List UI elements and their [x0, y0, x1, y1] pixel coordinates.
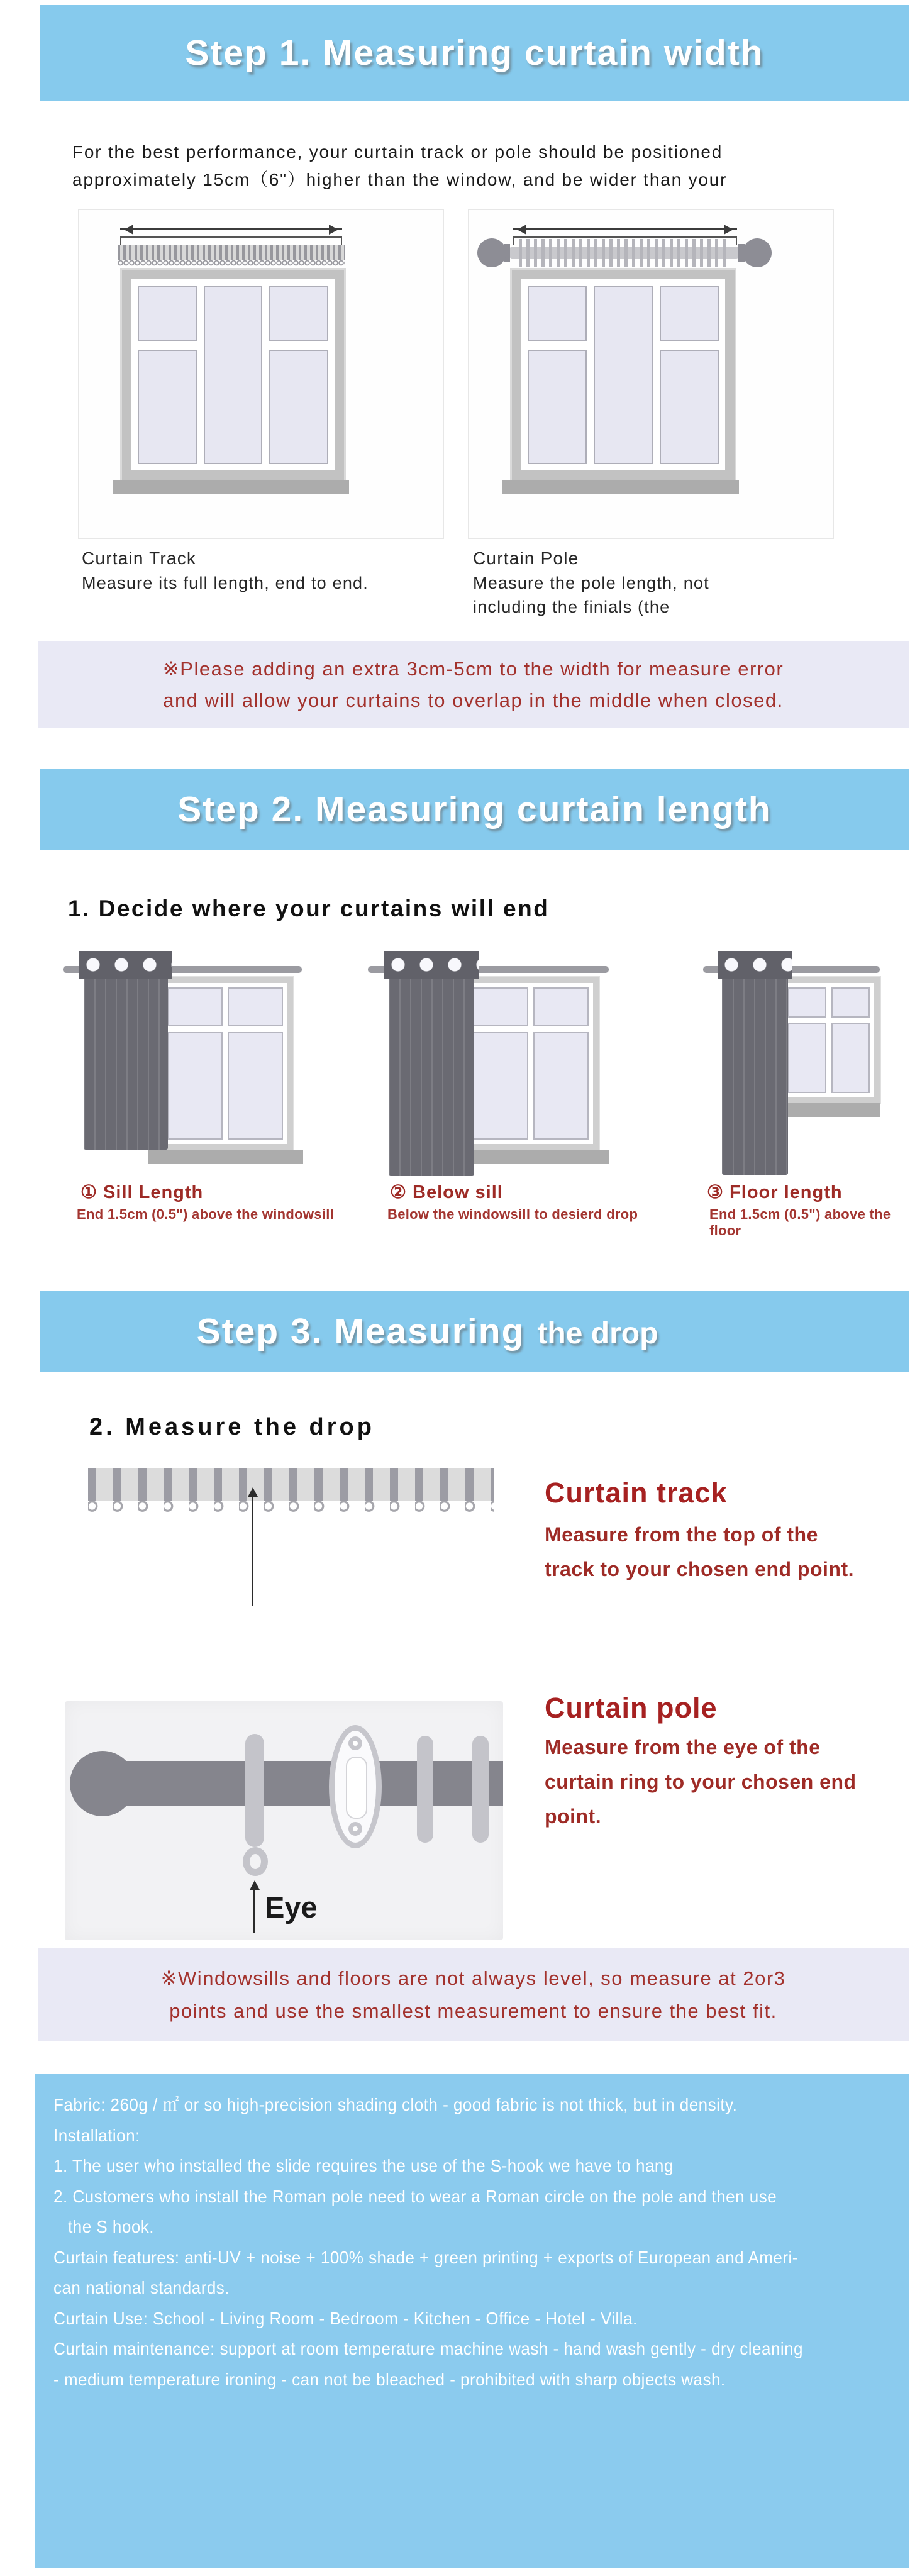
option-desc: End 1.5cm (0.5") above the floor — [709, 1206, 891, 1238]
bracket-screw — [348, 1736, 362, 1750]
window-pane — [473, 1032, 528, 1140]
curtain-pole-photo — [65, 1701, 503, 1940]
pole-rings — [519, 239, 730, 267]
curtain-track-strip — [118, 245, 345, 260]
window-column — [533, 987, 589, 1140]
bracket-screw — [348, 1822, 362, 1836]
track-glider-hooks — [88, 1501, 494, 1515]
curtain-eyelets — [79, 951, 172, 979]
window-column — [167, 987, 223, 1140]
step3-heading: 2. Measure the drop — [89, 1414, 375, 1440]
window-illustration — [122, 270, 344, 480]
option-label: ② Below sill — [390, 1182, 503, 1202]
curtain-eyelets — [384, 951, 479, 979]
window-pane — [594, 286, 653, 464]
window-column — [787, 987, 826, 1093]
bracket-slot — [346, 1757, 367, 1819]
window-illustration — [512, 270, 735, 480]
window-pane — [167, 1032, 223, 1140]
pole-measure-line: point. — [545, 1805, 602, 1828]
window-pane — [660, 350, 719, 464]
window-illustration — [157, 977, 293, 1150]
note-line: ※Please adding an extra 3cm-5cm to the width for measure error — [162, 658, 784, 680]
eye-ring — [245, 1734, 264, 1847]
product-info-panel — [35, 2074, 909, 2568]
step3-title-main: Step 3. Measuring — [196, 1311, 525, 1352]
curtain-panel — [722, 951, 788, 1175]
window-pane — [138, 350, 197, 464]
window-pane — [660, 286, 719, 341]
width-double-arrow-icon — [120, 228, 342, 230]
window-column — [269, 286, 328, 464]
window-column — [594, 286, 653, 464]
note-line: ※Windowsills and floors are not always level, so measure at 2or3 — [160, 1967, 786, 1989]
width-double-arrow-icon — [513, 228, 737, 230]
step3-title-sub: the drop — [537, 1317, 658, 1350]
option-label: ③ Floor length — [707, 1182, 843, 1202]
window-pane — [167, 987, 223, 1026]
curtain-track-diagram — [78, 209, 444, 539]
window-pane — [204, 286, 263, 464]
step1-intro-line2: approximately 15cm（6"）higher than the window, and be wider than your — [72, 170, 728, 189]
step1-banner — [40, 5, 909, 101]
window-illustration — [777, 977, 880, 1103]
window-pane — [228, 987, 283, 1026]
windowsill — [113, 480, 349, 494]
finial-right — [743, 238, 772, 267]
info-line: Curtain Use: School - Living Room - Bedroom - Kitchen - Office - Hotel - Villa. — [53, 2308, 638, 2328]
curtain-pole-heading: Curtain pole — [545, 1692, 718, 1724]
window-pane — [831, 1023, 870, 1093]
curtain-pole-bar — [101, 1761, 503, 1806]
up-arrow-icon — [253, 1885, 255, 1933]
window-illustration — [463, 977, 599, 1150]
drop-note-box — [38, 1948, 909, 2041]
info-line: Curtain features: anti-UV + noise + 100% shade + green printing + exports of European and Ameri- — [53, 2247, 798, 2267]
window-pane — [831, 987, 870, 1018]
windowsill — [454, 1150, 609, 1164]
pole-caption-line: including the finials (the — [473, 597, 670, 616]
info-line: Curtain maintenance: support at room temperature machine wash - hand wash gently - dry cleaning — [53, 2339, 803, 2358]
info-line: can national standards. — [53, 2278, 230, 2297]
info-line: the S hook. — [53, 2217, 154, 2236]
info-line: 1. The user who installed the slide requires the use of the S-hook we have to hang — [53, 2156, 674, 2175]
track-caption-line: Measure its full length, end to end. — [82, 574, 369, 592]
window-column — [204, 286, 263, 464]
window-column — [228, 987, 283, 1140]
info-line: - medium temperature ironing - can not be bleached - prohibited with sharp objects wash. — [53, 2369, 726, 2389]
option-label: ① Sill Length — [80, 1182, 204, 1202]
window-pane — [138, 286, 197, 341]
step1-intro-line1: For the best performance, your curtain track or pole should be positioned — [72, 142, 723, 162]
window-pane — [787, 987, 826, 1018]
width-note-box — [38, 641, 909, 728]
curtain-ring-eye — [243, 1847, 268, 1876]
track-measure-line: Measure from the top of the — [545, 1523, 818, 1546]
step2-banner — [40, 769, 909, 850]
track-glider-hooks — [118, 260, 345, 269]
step2-title: Step 2. Measuring curtain length — [177, 789, 772, 830]
window-pane — [528, 286, 587, 341]
window-pane — [473, 987, 528, 1026]
window-column — [831, 987, 870, 1093]
window-column — [138, 286, 197, 464]
info-line: 2. Customers who install the Roman pole need to wear a Roman circle on the pole and then use — [53, 2186, 777, 2206]
measure-bracket — [120, 236, 342, 245]
window-pane — [269, 286, 328, 341]
up-arrow-icon — [252, 1492, 253, 1606]
window-column — [660, 286, 719, 464]
window-pane — [528, 350, 587, 464]
window-pane — [787, 1023, 826, 1093]
eye-label: Eye — [265, 1890, 318, 1924]
curtain-panel — [84, 951, 168, 1150]
curtain-eyelets — [718, 951, 792, 979]
window-column — [528, 286, 587, 464]
pole-caption-title: Curtain Pole — [473, 548, 579, 568]
curtain-pole-diagram — [468, 209, 834, 539]
step1-title: Step 1. Measuring curtain width — [185, 33, 764, 73]
curtain-panel — [389, 951, 474, 1176]
window-pane — [533, 1032, 589, 1140]
note-line: points and use the smallest measurement to ensure the best fit. — [169, 2000, 777, 2022]
finial-left — [477, 238, 506, 267]
window-pane — [533, 987, 589, 1026]
step3-banner — [40, 1291, 909, 1372]
option-desc: Below the windowsill to desierd drop — [387, 1206, 638, 1222]
pole-caption-line: Measure the pole length, not — [473, 574, 709, 592]
window-column — [473, 987, 528, 1140]
window-pane — [269, 350, 328, 464]
track-measure-line: track to your chosen end point. — [545, 1558, 854, 1580]
note-line: and will allow your curtains to overlap in the middle when closed. — [163, 689, 784, 711]
curtain-track-strip — [88, 1468, 494, 1501]
pole-measure-line: Measure from the eye of the — [545, 1736, 821, 1758]
pole-ring — [472, 1736, 489, 1843]
pole-measure-line: curtain ring to your chosen end — [545, 1770, 857, 1793]
windowsill — [148, 1150, 303, 1164]
info-line: Installation: — [53, 2125, 140, 2145]
windowsill — [502, 480, 739, 494]
curtain-track-heading: Curtain track — [545, 1477, 728, 1509]
info-line: Fabric: 260g / ㎡ or so high-precision shading cloth - good fabric is not thick, but in density. — [53, 2095, 738, 2114]
step2-heading: 1. Decide where your curtains will end — [68, 896, 550, 921]
option-desc: End 1.5cm (0.5") above the windowsill — [77, 1206, 335, 1222]
window-pane — [228, 1032, 283, 1140]
track-caption-title: Curtain Track — [82, 548, 197, 568]
pole-ring — [417, 1736, 433, 1843]
